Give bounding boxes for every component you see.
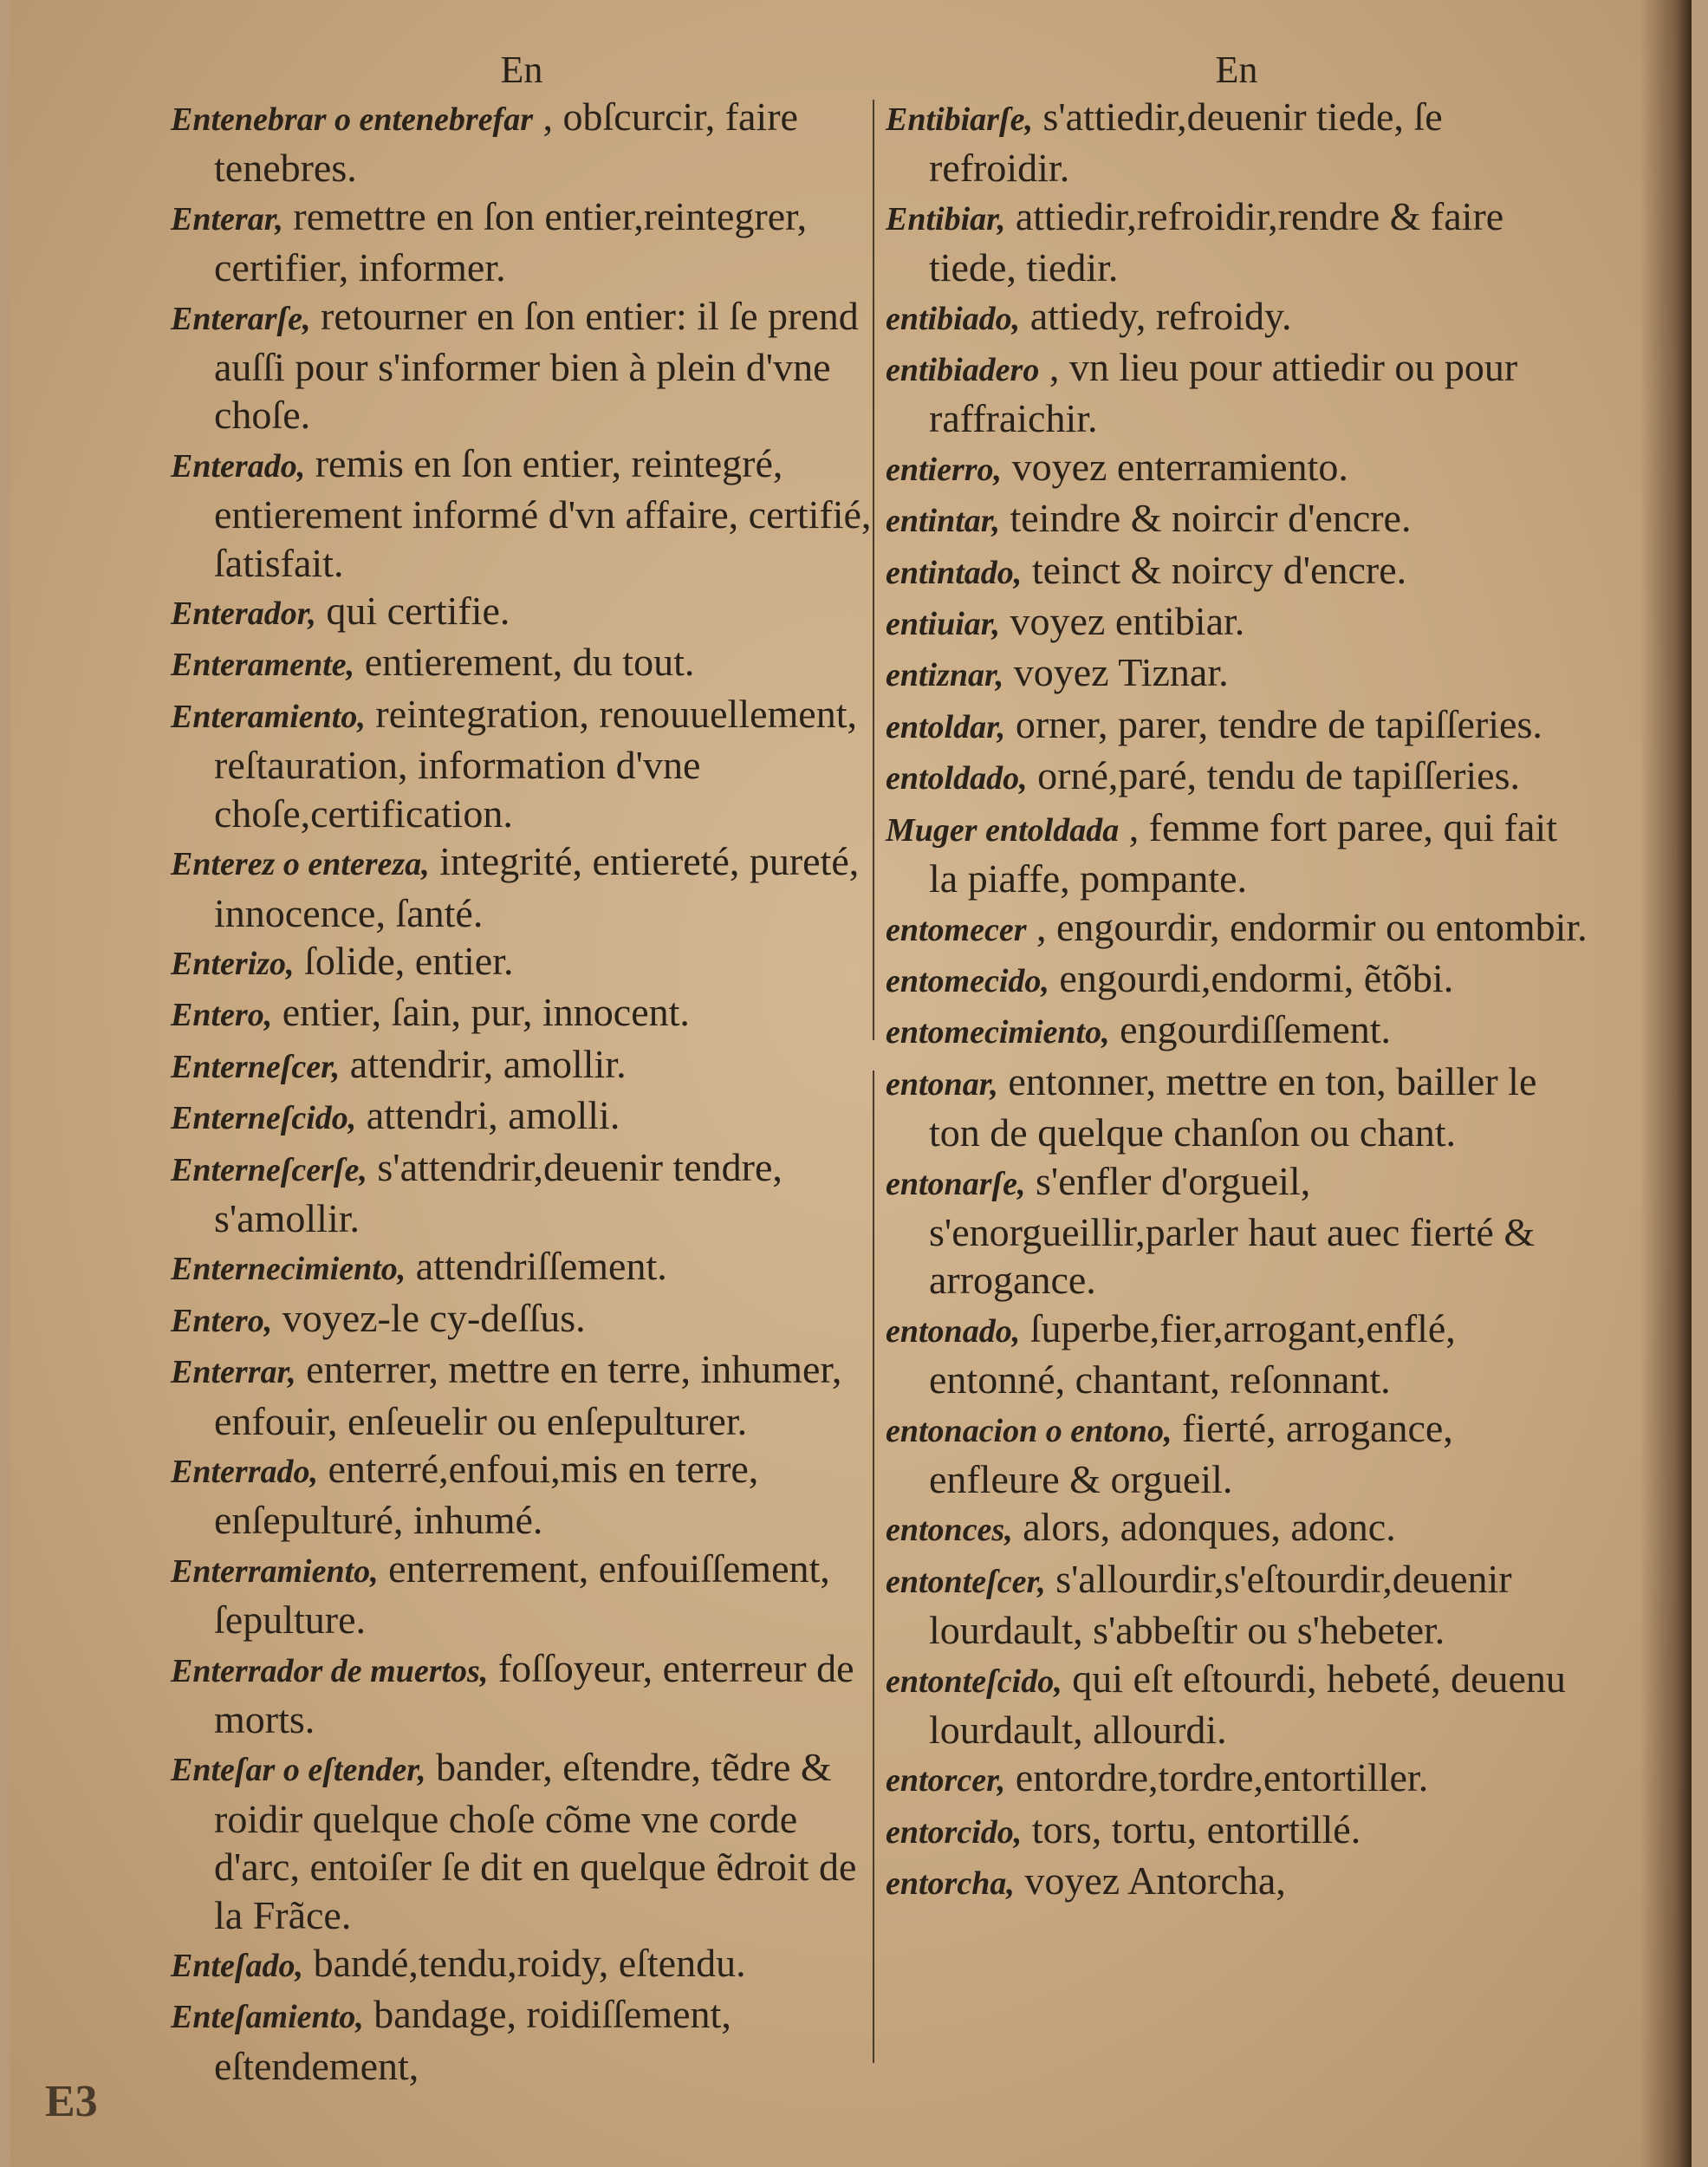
page-gutter-shadow	[1640, 0, 1692, 2167]
entry-headword: Entibiarſe,	[886, 101, 1033, 138]
entry-definition: s'attiedir,deuenir tiede, ſe refroidir.	[929, 94, 1443, 191]
dictionary-entry	[886, 192, 1588, 292]
dictionary-entry	[171, 638, 873, 689]
dictionary-entry	[886, 648, 1588, 700]
dictionary-entry	[171, 1091, 873, 1142]
dictionary-entry	[886, 804, 1588, 903]
entry-headword: Enteſamiento,	[171, 1999, 364, 2036]
running-head-right: En	[1215, 49, 1258, 91]
entry-headword: entorcha,	[886, 1865, 1015, 1903]
dictionary-entry	[886, 1404, 1588, 1504]
entry-headword: entiznar,	[886, 657, 1004, 694]
entry-headword: Enterizo,	[171, 945, 295, 982]
entry-definition: s'attendrir,deuenir tendre, s'amollir.	[214, 1144, 783, 1240]
entry-headword: Enterramiento,	[171, 1552, 379, 1590]
dictionary-entry	[886, 954, 1588, 1005]
dictionary-entry	[171, 1345, 873, 1445]
dictionary-entry	[171, 1644, 873, 1744]
entry-definition: voyez entibiar.	[1010, 599, 1245, 644]
dictionary-entry	[886, 1806, 1588, 1857]
entry-definition: remettre en ſon entier,reintegrer, certifier, informer.	[214, 193, 808, 290]
entry-headword: entorcer,	[886, 1762, 1006, 1799]
entry-headword: Enterrador de muertos,	[171, 1652, 489, 1689]
entry-headword: Enterez o entereza,	[171, 846, 430, 883]
entry-headword: entonado,	[886, 1312, 1021, 1350]
entry-definition: fierté, arrogance, enfleure & orgueil.	[929, 1405, 1453, 1501]
entry-headword: entonteſcer,	[886, 1563, 1046, 1600]
entry-headword: entibiado,	[886, 300, 1021, 337]
entry-definition: entonner, mettre en ton, bailler le ton de quelque chanſon ou chant.	[929, 1058, 1537, 1155]
entry-definition: enterrer, mettre en terre, inhumer, enfouir, enſeuelir ou enſepulturer.	[214, 1347, 842, 1443]
dictionary-entry	[886, 903, 1588, 954]
entry-headword: Enteſar o eſtender,	[171, 1752, 426, 1789]
entry-headword: Entibiar,	[886, 200, 1006, 238]
entry-headword: entonarſe,	[886, 1165, 1026, 1202]
dictionary-entry	[886, 597, 1588, 648]
dictionary-entry	[171, 292, 873, 439]
entry-definition: attendriſſement.	[415, 1244, 667, 1289]
dictionary-entry	[171, 1990, 873, 2090]
column-rule-bottom	[873, 1070, 874, 2063]
dictionary-entry	[886, 1754, 1588, 1805]
entry-definition: attiedy, refroidy.	[1029, 293, 1292, 338]
entry-headword: entomecimiento,	[886, 1014, 1110, 1051]
dictionary-entry	[171, 988, 873, 1039]
entry-definition: voyez Antorcha,	[1024, 1858, 1286, 1903]
entry-definition: teindre & noircir d'encre.	[1010, 496, 1412, 541]
dictionary-entry	[171, 1545, 873, 1644]
entry-definition: orner, parer, tendre de tapiſſeries.	[1015, 701, 1542, 746]
dictionary-entry	[171, 837, 873, 937]
running-head-left: En	[500, 49, 543, 91]
entry-headword: entomecido,	[886, 962, 1049, 999]
entry-headword: entorcido,	[886, 1813, 1023, 1851]
entry-headword: Enterneſcido,	[171, 1100, 357, 1137]
entry-definition: engourdiſſement.	[1120, 1007, 1392, 1052]
entry-headword: entintado,	[886, 554, 1023, 591]
entry-definition: , vn lieu pour attiedir ou pour raffraichir.	[929, 345, 1518, 441]
entry-definition: bandage, roidiſſement, eſtendement,	[214, 1992, 731, 2088]
entry-headword: entonteſcido,	[886, 1663, 1062, 1700]
entry-headword: entintar,	[886, 503, 1000, 540]
entry-headword: entoldar,	[886, 708, 1006, 745]
dictionary-entry	[886, 1157, 1588, 1305]
dictionary-entry	[886, 1555, 1588, 1655]
entry-headword: Enterrado,	[171, 1453, 318, 1490]
entry-definition: tors, tortu, entortillé.	[1031, 1806, 1361, 1851]
page-number: E3	[45, 2077, 98, 2126]
entry-definition: s'enfler d'orgueil, s'enorgueillir,parler haut auec fierté & arrogance.	[929, 1158, 1536, 1303]
entry-definition: enterré,enfoui,mis en terre, enſepulturé, inhumé.	[214, 1446, 759, 1543]
entry-definition: enterrement, enfouiſſement, ſepulture.	[214, 1546, 830, 1643]
entry-headword: entonar,	[886, 1065, 998, 1103]
entry-headword: entiuiar,	[886, 606, 1000, 643]
entry-definition: attiedir,refroidir,rendre & faire tiede, tiedir.	[929, 193, 1504, 290]
entry-definition: bander, eſtendre, tẽdre & roidir quelque choſe cõme vne corde d'arc, entoiſer ſe dit en quelque ẽdroit de la Frãce.	[214, 1745, 857, 1937]
entry-definition: attendri, amolli.	[366, 1093, 620, 1138]
entry-definition: , femme fort paree, qui fait la piaffe, pompante.	[929, 804, 1557, 901]
entry-definition: , obſcurcir, faire tenebres.	[214, 94, 798, 191]
entry-definition: qui certifie.	[326, 589, 510, 634]
dictionary-entry	[886, 93, 1588, 192]
entry-definition: ſolide, entier.	[304, 938, 514, 983]
entry-headword: entonacion o entono,	[886, 1412, 1172, 1449]
entry-definition: ſuperbe,fier,arrogant,enflé, entonné, chantant, reſonnant.	[929, 1305, 1456, 1402]
entry-definition: , engourdir, endormir ou entombir.	[1036, 904, 1588, 949]
entry-headword: Enteramente,	[171, 647, 355, 684]
entry-definition: orné,paré, tendu de tapiſſeries.	[1037, 753, 1520, 798]
entry-headword: Enterado,	[171, 447, 306, 485]
entry-headword: Enterneſcerſe,	[171, 1151, 367, 1188]
entry-definition: remis en ſon entier, reintegré, entierement informé d'vn affaire, certifié, ſatisfait.	[214, 440, 872, 585]
entry-headword: entierro,	[886, 451, 1003, 488]
entry-definition: s'allourdir,s'eſtourdir,deuenir lourdault, s'abbeſtir ou s'hebeter.	[929, 1556, 1512, 1653]
entry-definition: voyez enterramiento.	[1011, 444, 1348, 489]
dictionary-entry	[171, 1939, 873, 1990]
dictionary-entry	[171, 1743, 873, 1939]
entry-headword: Enternecimiento,	[171, 1251, 406, 1288]
entry-headword: Entero,	[171, 997, 273, 1034]
dictionary-entry	[171, 1445, 873, 1545]
entry-definition: attendrir, amollir.	[349, 1041, 627, 1086]
entry-headword: Entero,	[171, 1302, 273, 1339]
entry-definition: reintegration, renouuellement, reſtauration, information d'vne choſe,certification.	[214, 691, 857, 836]
dictionary-entry	[886, 1857, 1588, 1908]
dictionary-entry	[886, 1005, 1588, 1057]
dictionary-entry	[886, 700, 1588, 752]
dictionary-entry	[886, 443, 1588, 494]
dictionary-entry	[171, 587, 873, 638]
dictionary-entry	[886, 1655, 1588, 1754]
entry-definition: voyez Tiznar.	[1013, 650, 1229, 695]
entry-definition: foſſoyeur, enterreur de morts.	[214, 1645, 854, 1741]
entry-definition: teinct & noircy d'encre.	[1031, 547, 1407, 592]
entry-headword: Enterarſe,	[171, 300, 311, 337]
dictionary-entry	[886, 343, 1588, 443]
dictionary-entry	[171, 690, 873, 837]
left-entry-list	[171, 93, 873, 2090]
entry-definition: entierement, du tout.	[364, 640, 695, 685]
entry-headword: Enterar,	[171, 200, 283, 238]
entry-definition: integrité, entiereté, pureté, innocence, ſanté.	[214, 839, 860, 935]
dictionary-entry	[886, 292, 1588, 343]
entry-definition: engourdi,endormi, ẽtõbi.	[1059, 955, 1454, 1000]
entry-headword: entomecer	[886, 911, 1027, 948]
dictionary-entry	[886, 752, 1588, 803]
entry-definition: voyez-le cy-deſſus.	[282, 1295, 586, 1340]
right-entry-list	[886, 93, 1588, 1909]
dictionary-entry	[171, 93, 873, 192]
right-column	[886, 48, 1588, 1909]
dictionary-entry	[171, 192, 873, 292]
left-column	[171, 48, 873, 2090]
dictionary-entry	[886, 1503, 1588, 1554]
entry-headword: entonces,	[886, 1512, 1013, 1549]
entry-headword: Enterrar,	[171, 1354, 296, 1391]
entry-definition: bandé,tendu,roidy, eſtendu.	[313, 1941, 746, 1986]
column-rule-top	[873, 100, 874, 1040]
entry-headword: entibiadero	[886, 352, 1040, 389]
entry-headword: Enterneſcer,	[171, 1048, 341, 1085]
dictionary-entry	[886, 546, 1588, 597]
dictionary-entry	[171, 937, 873, 988]
entry-headword: Muger entoldada	[886, 811, 1120, 849]
entry-definition: alors, adonques, adonc.	[1023, 1505, 1396, 1550]
entry-headword: Enteſado,	[171, 1948, 304, 1985]
entry-definition: entordre,tordre,entortiller.	[1015, 1755, 1429, 1800]
dictionary-entry	[886, 494, 1588, 545]
entry-definition: qui eſt eſtourdi, hebeté, deuenu lourdault, allourdi.	[929, 1656, 1566, 1752]
entry-definition: entier, ſain, pur, innocent.	[282, 990, 690, 1035]
dictionary-entry	[886, 1057, 1588, 1157]
dictionary-entry	[171, 1294, 873, 1345]
dictionary-entry	[171, 1143, 873, 1243]
entry-definition: retourner en ſon entier: il ſe prend auſſi pour s'informer bien à plein d'vne choſe.	[214, 293, 859, 438]
dictionary-entry	[171, 1242, 873, 1293]
dictionary-entry	[171, 439, 873, 587]
entry-headword: Entenebrar o entenebrefar	[171, 101, 533, 138]
entry-headword: entoldado,	[886, 760, 1028, 797]
dictionary-entry	[886, 1305, 1588, 1404]
dictionary-entry	[171, 1040, 873, 1091]
book-page	[10, 0, 1692, 2167]
entry-headword: Enteramiento,	[171, 698, 366, 735]
entry-headword: Enterador,	[171, 595, 316, 633]
